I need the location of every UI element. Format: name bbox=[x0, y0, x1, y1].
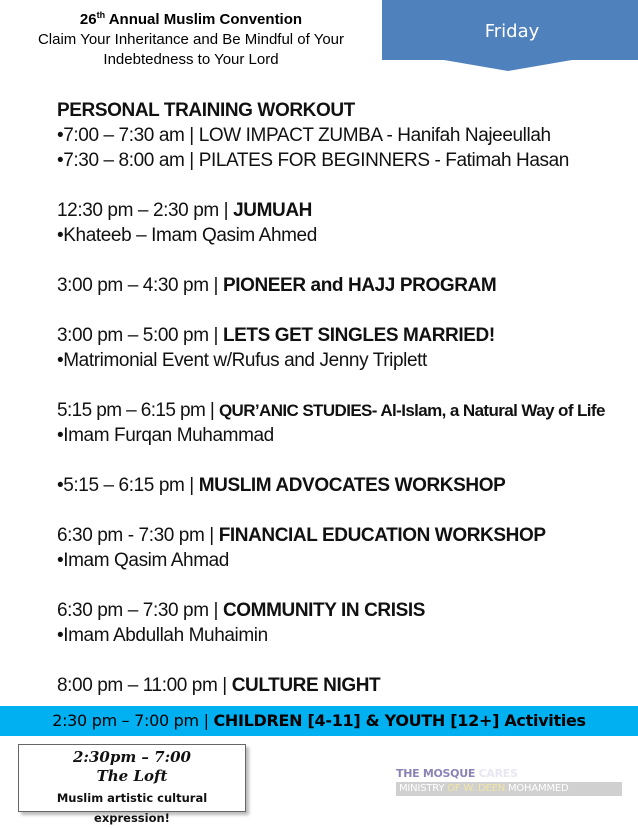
schedule-list bbox=[57, 98, 627, 698]
event-line bbox=[57, 323, 627, 348]
loft-description: Muslim artistic cultural expression! bbox=[56, 791, 208, 825]
event-line bbox=[57, 523, 627, 548]
event-time: 6:30 pm – 7:30 pm | bbox=[57, 600, 223, 621]
banner-time: 2:30 pm – 7:00 pm | bbox=[52, 711, 214, 730]
loft-note-box bbox=[18, 744, 246, 825]
event-detail: •Imam Qasim Ahmad bbox=[57, 550, 229, 571]
event-time: 3:00 pm – 4:30 pm | bbox=[57, 275, 223, 296]
event-detail: •Khateeb – Imam Qasim Ahmed bbox=[57, 225, 317, 246]
training-item: •7:00 – 7:30 am | LOW IMPACT ZUMBA - Hanifah Najeeullah bbox=[57, 125, 551, 146]
event-title: FINANCIAL EDUCATION WORKSHOP bbox=[218, 525, 546, 546]
event-title: JUMUAH bbox=[233, 200, 312, 221]
convention-header bbox=[0, 10, 382, 70]
training-heading: PERSONAL TRAINING WORKOUT bbox=[57, 100, 355, 121]
loft-place: The Loft bbox=[96, 767, 168, 785]
event-jumuah bbox=[57, 198, 627, 248]
event-title: COMMUNITY IN CRISIS bbox=[222, 600, 426, 621]
event-title: QUR’ANIC STUDIES- Al-Islam, a Natural Way of Life bbox=[218, 401, 605, 420]
day-label: Friday bbox=[484, 21, 540, 42]
event-line bbox=[57, 398, 627, 423]
event-line bbox=[57, 673, 627, 698]
event-title: PIONEER and HAJJ PROGRAM bbox=[222, 275, 497, 296]
event-title: CULTURE NIGHT bbox=[231, 675, 381, 696]
training-group bbox=[57, 98, 627, 173]
event-time: •5:15 – 6:15 pm | bbox=[57, 475, 199, 496]
event-time: 8:00 pm – 11:00 pm | bbox=[57, 675, 232, 696]
event-title: LETS GET SINGLES MARRIED! bbox=[222, 325, 495, 346]
event-quranic-studies bbox=[57, 398, 627, 448]
event-title: MUSLIM ADVOCATES WORKSHOP bbox=[198, 475, 506, 496]
event-line bbox=[57, 598, 627, 623]
convention-title bbox=[0, 10, 382, 30]
youth-activities-banner bbox=[0, 706, 638, 736]
event-time: 12:30 pm – 2:30 pm | bbox=[57, 200, 234, 221]
logo-line-1: THE MOSQUE CARES bbox=[396, 767, 518, 780]
mosque-cares-logo bbox=[396, 767, 622, 797]
event-line bbox=[57, 273, 627, 298]
event-detail: •Imam Furqan Muhammad bbox=[57, 425, 274, 446]
event-culture-night bbox=[57, 673, 627, 698]
edition-suffix: th bbox=[96, 10, 106, 20]
event-line bbox=[57, 198, 627, 223]
event-financial-education bbox=[57, 523, 627, 573]
logo-line-2: MINISTRY OF W. DEEN MOHAMMED bbox=[396, 782, 622, 796]
convention-title-text: Annual Muslim Convention bbox=[105, 11, 303, 28]
loft-time: 2:30pm – 7:00 bbox=[72, 748, 191, 766]
theme-line-2: Indebtedness to Your Lord bbox=[103, 51, 279, 68]
event-time: 6:30 pm - 7:30 pm | bbox=[57, 525, 219, 546]
event-singles bbox=[57, 323, 627, 373]
event-community-crisis bbox=[57, 598, 627, 648]
day-tab bbox=[382, 0, 638, 60]
event-time: 5:15 pm – 6:15 pm | bbox=[57, 400, 219, 421]
event-line bbox=[57, 473, 627, 498]
event-time: 3:00 pm – 5:00 pm | bbox=[57, 325, 223, 346]
edition-number: 26 bbox=[79, 11, 97, 28]
event-detail: •Imam Abdullah Muhaimin bbox=[57, 625, 268, 646]
banner-title: CHILDREN [4-11] & YOUTH [12+] Activities bbox=[213, 711, 586, 730]
event-muslim-advocates bbox=[57, 473, 627, 498]
event-pioneer-hajj bbox=[57, 273, 627, 298]
theme-line-1: Claim Your Inheritance and Be Mindful of Your bbox=[37, 31, 345, 48]
event-detail: •Matrimonial Event w/Rufus and Jenny Triplett bbox=[57, 350, 427, 371]
day-tab-notch bbox=[444, 60, 572, 71]
training-item: •7:30 – 8:00 am | PILATES FOR BEGINNERS - Fatimah Hasan bbox=[57, 150, 569, 171]
